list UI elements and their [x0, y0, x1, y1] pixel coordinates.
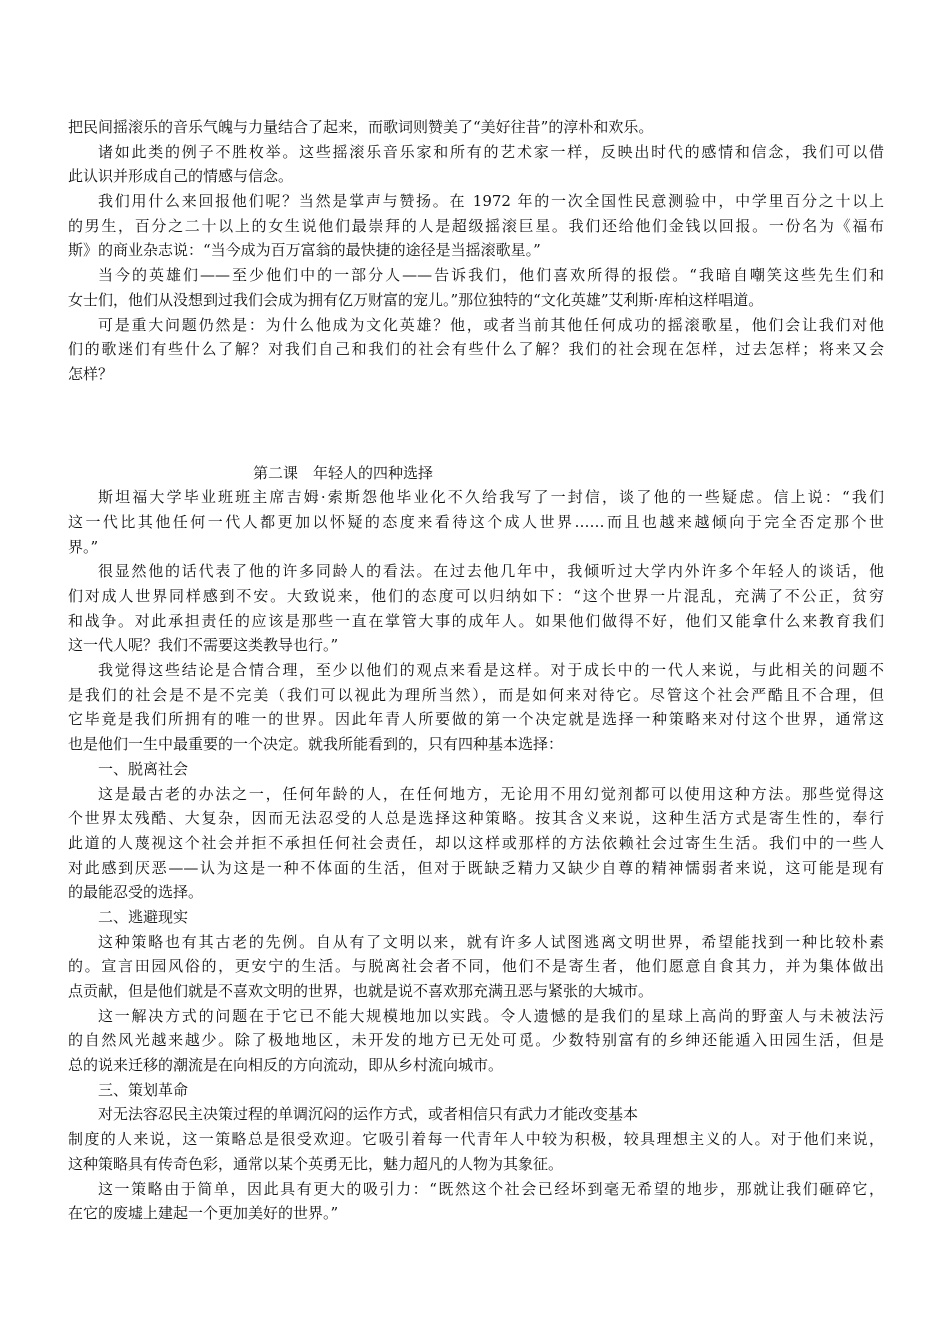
section-gap — [68, 387, 884, 461]
text-line: 当今的英雄们——至少他们中的一部分人——告诉我们，他们喜欢所得的报偿。“我暗自嘲笑这些先生们和 — [98, 266, 884, 285]
section-heading: 二、逃避现实 — [98, 907, 189, 926]
paragraph — [68, 782, 884, 905]
text-line: 这一代人呢？我们不需要这类教导也行。” — [68, 636, 339, 655]
document-page — [68, 115, 884, 1226]
paragraph — [68, 658, 884, 757]
section-heading: 一、脱离社会 — [98, 759, 189, 778]
paragraph — [68, 559, 884, 658]
paragraph — [68, 189, 884, 263]
text-line: 这一解决方式的问题在于它已不能大规模地加以实践。令人遗憾的是我们的星球上高尚的野蛮人与未被法污 — [98, 1006, 884, 1025]
text-line: 的男生，百分之二十以上的女生说他们最崇拜的人是超级摇滚巨星。我们还给他们金钱以回报。一份名为《福布 — [68, 216, 884, 235]
text-line: 它毕竟是我们所拥有的唯一的世界。因此年青人所要做的第一个决定就是选择一种策略来对付这个世界，通常这 — [68, 710, 884, 729]
text-line: 的。宣言田园风俗的，更安宁的生活。与脱离社会者不同，他们不是寄生者，他们愿意自食其力，并为集体做出 — [68, 957, 884, 976]
paragraph — [68, 313, 884, 387]
text-line: 这种策略具有传奇色彩，通常以某个英勇无比，魅力超凡的人物为其象征。 — [68, 1154, 564, 1173]
paragraph — [68, 263, 884, 312]
text-line: 是我们的社会是不是不完美（我们可以视此为理所当然），而是如何来对待它。尽管这个社会严酷且不合理，但 — [68, 685, 884, 704]
text-line: 诸如此类的例子不胜枚举。这些摇滚乐音乐家和所有的艺术家一样，反映出时代的感情和信念，我们可以借 — [98, 142, 884, 161]
text-line: 点贡献，但是他们就是不喜欢文明的世界，也就是说不喜欢那充满丑恶与紧张的大城市。 — [68, 982, 654, 1000]
text-line: 们的歌迷们有些什么了解？对我们自己和我们的社会有些什么了解？我们的社会现在怎样，过去怎样；将来又会 — [68, 340, 884, 359]
text-line: 的自然风光越来越少。除了极地地区，未开发的地方已无处可觅。少数特别富有的乡绅还能遁入田园生活，但是 — [68, 1031, 884, 1050]
text-line: 斯坦福大学毕业班班主席吉姆·索斯怨他毕业化不久给我写了一封信，谈了他的一些疑虑。信上说：“我们 — [98, 488, 884, 507]
text-line: 对无法容忍民主决策过程的单调沉闷的运作方式，或者相信只有武力才能改变基本 — [98, 1105, 639, 1124]
text-line: 在它的废墟上建起一个更加美好的世界。” — [68, 1204, 339, 1223]
section-heading: 三、策划革命 — [98, 1080, 189, 1099]
text-line: 制度的人来说，这一策略总是很受欢迎。它吸引着每一代青年人中较为积极，较具理想主义的人。对于他们来说， — [68, 1130, 884, 1149]
text-line: 的最能忍受的选择。 — [68, 883, 204, 902]
text-line: 我们用什么来回报他们呢？当然是掌声与赞扬。在 1972 年的一次全国性民意测验中，中学里百分之十以上 — [98, 192, 884, 211]
text-line: 把民间摇滚乐的音乐气魄与力量结合了起来，而歌词则赞美了“美好往昔”的淳朴和欢乐。 — [68, 118, 654, 136]
paragraph — [68, 1004, 884, 1078]
text-line: 可是重大问题仍然是：为什么他成为文化英雄？他，或者当前其他任何成功的摇滚歌星，他们会让我们对他 — [98, 315, 884, 334]
text-line: 总的说来迁移的潮流是在向相反的方向流动，即从乡村流向城市。 — [68, 1056, 504, 1075]
paragraph — [68, 485, 884, 559]
text-line: 斯》的商业杂志说：“当今成为百万富翁的最快捷的途径是当摇滚歌星。” — [68, 241, 541, 260]
paragraph — [68, 1177, 884, 1226]
text-line: 此认识并形成自己的情感与信念。 — [68, 167, 294, 186]
text-line: 这是最古老的办法之一，任何年龄的人，在任何地方，无论用不用幻觉剂都可以使用这种方法。那些觉得这 — [98, 784, 884, 803]
text-line: 女士们，他们从没想到过我们会成为拥有亿万财富的宠儿。”那位独特的“文化英雄”艾利斯·库柏这样唱道。 — [68, 290, 764, 309]
text-line: 这种策略也有其古老的先例。自从有了文明以来，就有许多人试图逃离文明世界，希望能找到一种比较朴素 — [98, 932, 884, 951]
text-line: 怎样？ — [68, 364, 114, 383]
paragraph — [68, 1102, 884, 1176]
text-line: 也是他们一生中最重要的一个决定。就我所能看到的，只有四种基本选择： — [68, 735, 564, 754]
paragraph — [68, 140, 884, 189]
text-line: 这一策略由于简单，因此具有更大的吸引力：“既然这个社会已经坏到毫无希望的地步，那就让我们砸碎它， — [98, 1179, 884, 1198]
text-line: 此道的人蔑视这个社会并拒不承担任何社会责任，却以这样或那样的方法依赖社会过寄生生活。我们中的一些人 — [68, 833, 884, 852]
paragraph — [68, 115, 884, 140]
paragraph — [68, 930, 884, 1004]
text-line: 很显然他的话代表了他的许多同龄人的看法。在过去他几年中，我倾听过大学内外许多个年轻人的谈话，他 — [98, 562, 884, 581]
text-line: 界。” — [68, 537, 99, 556]
text-line: 对此感到厌恶——认为这是一种不体面的生活，但对于既缺乏精力又缺少自尊的精神懦弱者来说，这可能是现有 — [68, 858, 884, 877]
text-line: 我觉得这些结论是合情合理，至少以他们的观点来看是这样。对于成长中的一代人来说，与此相关的问题不 — [98, 661, 884, 680]
text-line: 们对成人世界同样感到不安。大致说来，他们的态度可以归纳如下：“这个世界一片混乱，充满了不公正，贫穷 — [68, 587, 884, 605]
text-line: 这一代比其他任何一代人都更加以怀疑的态度来看待这个成人世界……而且也越来越倾向于完全否定那个世 — [68, 512, 884, 531]
text-line: 和战争。对此承担责任的应该是那些一直在掌管大事的成年人。如果他们做得不好，他们又能拿什么来教育我们 — [68, 611, 884, 630]
lesson-title: 第二课 年轻人的四种选择 — [253, 463, 434, 482]
text-line: 个世界太残酷、大复杂，因而无法忍受的人总是选择这种策略。按其含义来说，这种生活方式是寄生性的，奉行 — [68, 809, 884, 828]
